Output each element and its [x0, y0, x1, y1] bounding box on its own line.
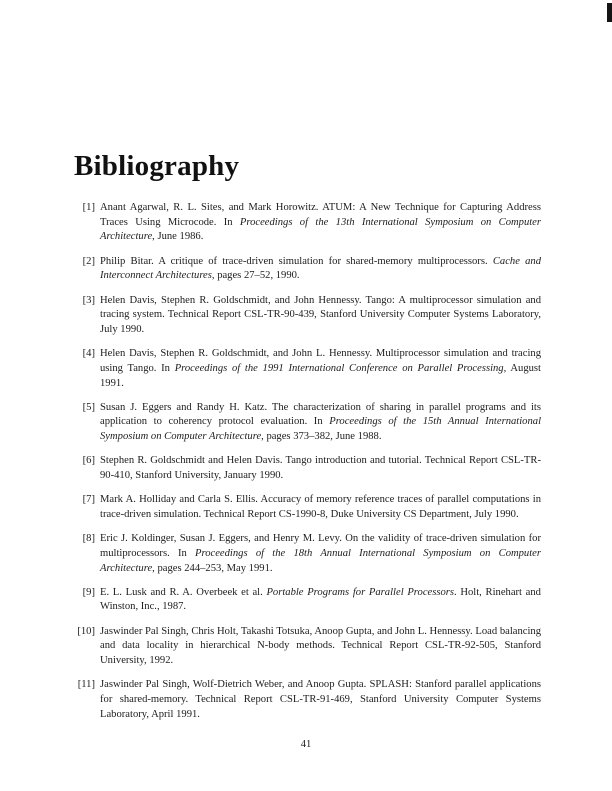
reference-number: [8] — [82, 533, 95, 545]
reference-number: [9] — [82, 586, 95, 598]
reference-number: [4] — [82, 348, 95, 360]
page-number: 41 — [300, 739, 312, 750]
scan-artifact-mark — [607, 3, 612, 22]
reference-text: Mark A. Holliday and Carla S. Ellis. Accuracy of memory reference traces of parallel computations in trace-driven simulation. Technical Report CS-1990-8, Duke University CS Department, July 1990. — [100, 494, 541, 520]
reference-list — [71, 201, 541, 732]
reference-item — [71, 678, 541, 722]
reference-text: Susan J. Eggers and Randy H. Katz. The characterization of sharing in parallel programs and its application to coherency protocol evaluation. In Proceedings of the 15th Annual International Symposium on Computer Architecture, pages 373–382, June 1988. — [100, 401, 542, 443]
reference-text: Eric J. Koldinger, Susan J. Eggers, and Henry M. Levy. On the validity of trace-driven simulation for multiprocessors. In Proceedings of the 18th Annual International Symposium on Computer Architecture, pages 244–253, May 1991. — [100, 533, 541, 574]
reference-number: [11] — [77, 679, 95, 691]
reference-number: [3] — [82, 294, 95, 306]
reference-text: Anant Agarwal, R. L. Sites, and Mark Horowitz. ATUM: A New Technique for Capturing Address Traces Using Microcode. In Proceedings of the 13th International Symposium on Computer Architecture, June 1986. — [100, 202, 542, 243]
reference-text: Helen Davis, Stephen R. Goldschmidt, and John L. Hennessy. Multiprocessor simulation and tracing using Tango. In Proceedings of the 1991 International Conference on Parallel Processing, August 1991. — [100, 348, 541, 389]
reference-item — [71, 401, 541, 445]
reference-text: Stephen R. Goldschmidt and Helen Davis. Tango introduction and tutorial. Technical Report CSL-TR-90-410, Stanford University, January 1990. — [100, 455, 541, 482]
reference-item — [71, 625, 541, 669]
reference-item — [71, 201, 541, 245]
reference-item — [71, 532, 541, 576]
reference-number: [7] — [82, 494, 95, 506]
reference-text: E. L. Lusk and R. A. Overbeek et al. Portable Programs for Parallel Processors. Holt, Rinehart and Winston, Inc., 1987. — [100, 586, 541, 613]
reference-number: [2] — [82, 255, 95, 267]
reference-number: [1] — [82, 202, 95, 213]
reference-text: Jaswinder Pal Singh, Chris Holt, Takashi Totsuka, Anoop Gupta, and John L. Hennessy. Load balancing and data locality in hierarchical N-body methods. Technical Report CSL-TR-92-505, Stanford University, 1992. — [100, 625, 541, 667]
reference-item — [71, 255, 541, 284]
reference-number: [10] — [77, 625, 95, 637]
page-title: Bibliography — [74, 150, 240, 183]
reference-number: [5] — [82, 401, 95, 413]
reference-text: Helen Davis, Stephen R. Goldschmidt, and John Hennessy. Tango: A multiprocessor simulation and tracing system. Technical Report CSL-TR-90-439, Stanford University Computer Systems Laboratory, July 1990. — [100, 294, 541, 335]
reference-item — [71, 294, 541, 338]
reference-number: [6] — [82, 455, 95, 467]
reference-item — [71, 454, 541, 483]
reference-text: Jaswinder Pal Singh, Wolf-Dietrich Weber, and Anoop Gupta. SPLASH: Stanford parallel applications for shared-memory. Technical Report CSL-TR-91-469, Stanford University Computer Systems Laboratory, April 1991. — [100, 679, 541, 720]
reference-item — [71, 347, 541, 391]
reference-item — [71, 586, 541, 615]
reference-text: Philip Bitar. A critique of trace-driven simulation for shared-memory multiprocessors. Cache and Interconnect Architectures, pages 27–52, 1990. — [100, 255, 541, 282]
reference-item — [71, 493, 541, 522]
